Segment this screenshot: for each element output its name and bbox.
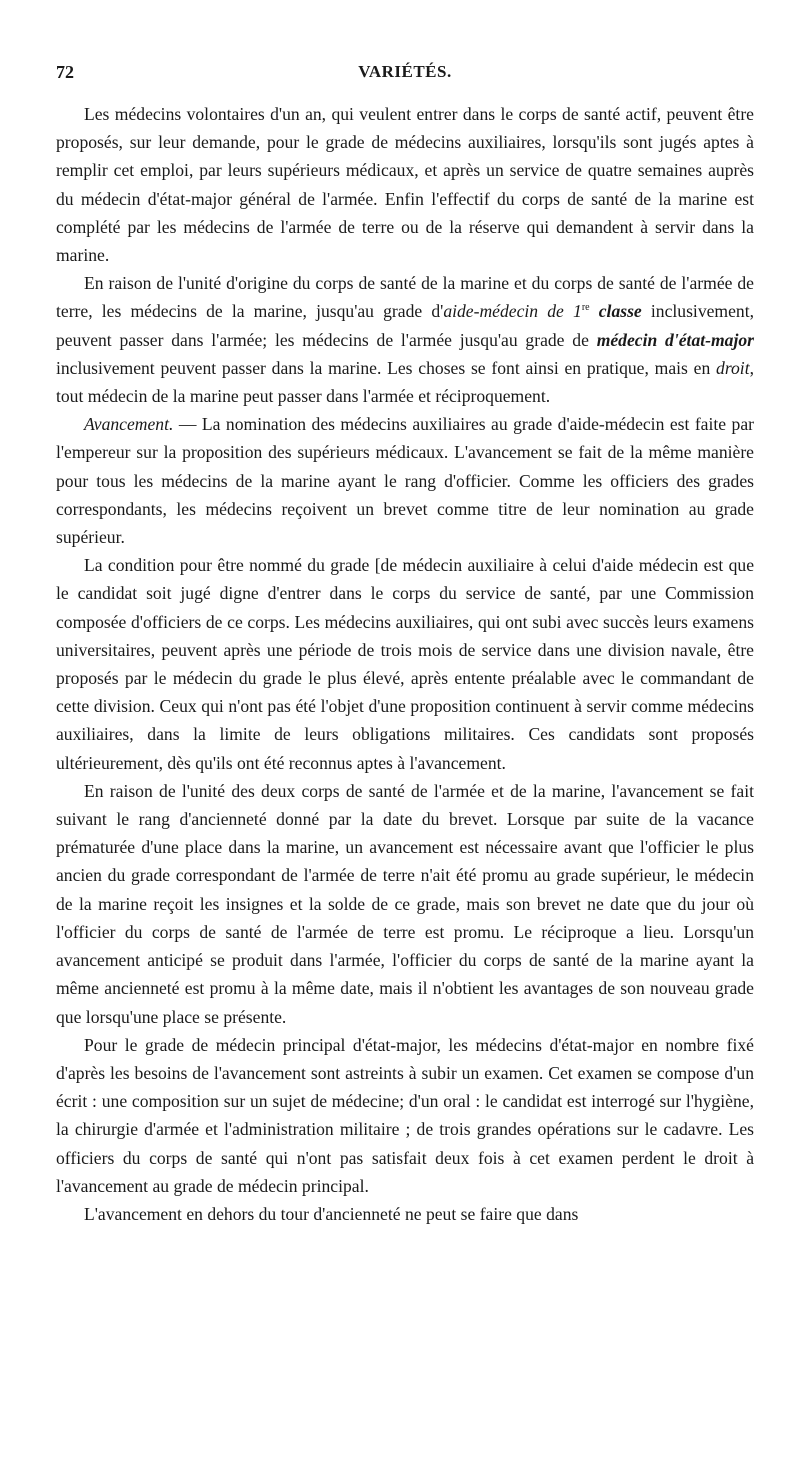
text-run: classe — [589, 301, 642, 322]
page-number: 72 — [56, 62, 74, 82]
paragraph — [56, 1200, 754, 1228]
text-run: L'avancement en dehors du tour d'ancienneté ne peut se faire que dans — [84, 1203, 579, 1224]
paragraph — [56, 410, 754, 551]
text-run: Pour le grade de médecin principal d'état-major, les médecins d'état-major en nombre fixé d'après les besoins de l'avancement sont astreints à subir un examen. Cet examen se compose d'un écrit : une composition sur un sujet de médecine; d'un oral : le candidat est interrogé sur l'hygiène, la chirurgie d'armée et l'administration militaire ; de trois grandes opérations sur le cadavre. Les officiers du corps de santé qui n'ont pas satisfait deux fois à cet examen perdent le droit à l'avancement au grade de médecin principal. — [56, 1034, 754, 1196]
text-run: En raison de l'unité des deux corps de santé de l'armée et de la marine, l'avancement se fait suivant le rang d'ancienneté donné par la date du brevet. Lorsque par suite de la vacance prématurée d'une place dans la marine, un avancement est nécessaire avant que l'officier le plus ancien du grade correspondant de l'armée de terre n'ait été promu au grade supérieur, le médecin de la marine reçoit les insignes et la solde de ce grade, mais son brevet ne date que du jour où l'officier du corps de santé de l'armée de terre est promu. Le réciproque a lieu. Lorsqu'un avancement anticipé se produit dans l'armée, l'officier du corps de santé de la marine ayant la même ancienneté est promu à la même date, mais il n'obtient les avantages de son nouveau grade que lorsqu'une place se présente. — [56, 780, 754, 1027]
text-run: aide-médecin de 1 — [443, 301, 582, 322]
text-run: La condition pour être nommé du grade [de médecin auxiliaire à celui d'aide médecin est que le candidat soit jugé digne d'entrer dans le corps du service de santé, par une Commission composée d'officiers de ce corps. Les médecins auxiliaires, qui ont subi avec succès leurs examens universitaires, peuvent après une période de trois mois de service dans une division navale, être proposés par le médecin du grade le plus élevé, après entente préalable avec le commandant de cette division. Ceux qui n'ont pas été l'objet d'une proposition continuent à servir comme médecins auxiliaires, dans la limite de leurs obligations militaires. Ces candidats sont proposés ultérieurement, dès qu'ils ont été reconnus aptes à l'avancement. — [56, 555, 754, 773]
paragraph — [56, 551, 754, 777]
text-run: Les médecins volontaires d'un an, qui veulent entrer dans le corps de santé actif, peuvent être proposés, sur leur demande, pour le grade de médecins auxiliaires, lorsqu'ils sont jugés aptes à remplir cet emploi, par leurs supérieurs médicaux, et après un service de quatre semaines auprès du médecin d'état-major général de l'armée. Enfin l'effectif du corps de santé de la marine est complété par les médecins de l'armée de terre ou de la réserve qui demandent à servir dans la marine. — [56, 104, 754, 266]
text-run: médecin d'état-major — [596, 329, 754, 350]
text-run: droit — [716, 357, 750, 378]
paragraph — [56, 1031, 754, 1200]
running-title: VARIÉTÉS. — [358, 62, 452, 81]
paragraph — [56, 269, 754, 410]
text-run: inclusivement peuvent passer dans la marine. Les choses se font ainsi en pratique, mais en — [56, 357, 717, 378]
text-run: , tout médecin de la marine peut passer dans l'armée et réciproquement. — [56, 357, 754, 407]
text-run: — La nomination des médecins auxiliaires au grade d'aide-médecin est faite par l'empereur sur la proposition des supérieurs médicaux. L'avancement se fait de la même manière pour tous les médecins de la marine ayant le rang d'officier. Comme les officiers des grades correspondants, les médecins reçoivent un brevet comme titre de leur nomination au grade supérieur. — [56, 414, 754, 548]
paragraph — [56, 100, 754, 269]
page-header — [56, 62, 754, 92]
text-run: re — [581, 302, 590, 314]
text-run: Avancement. — [84, 414, 174, 435]
body-text — [56, 100, 754, 1228]
text-run: inclusivement, peuvent passer dans l'armée; les médecins de l'armée jusqu'au grade de — [56, 301, 755, 350]
paragraph — [56, 777, 754, 1031]
text-run: En raison de l'unité d'origine du corps de santé de la marine et du corps de santé de l'armée de terre, les médecins de la marine, jusqu'au grade d' — [56, 273, 754, 322]
